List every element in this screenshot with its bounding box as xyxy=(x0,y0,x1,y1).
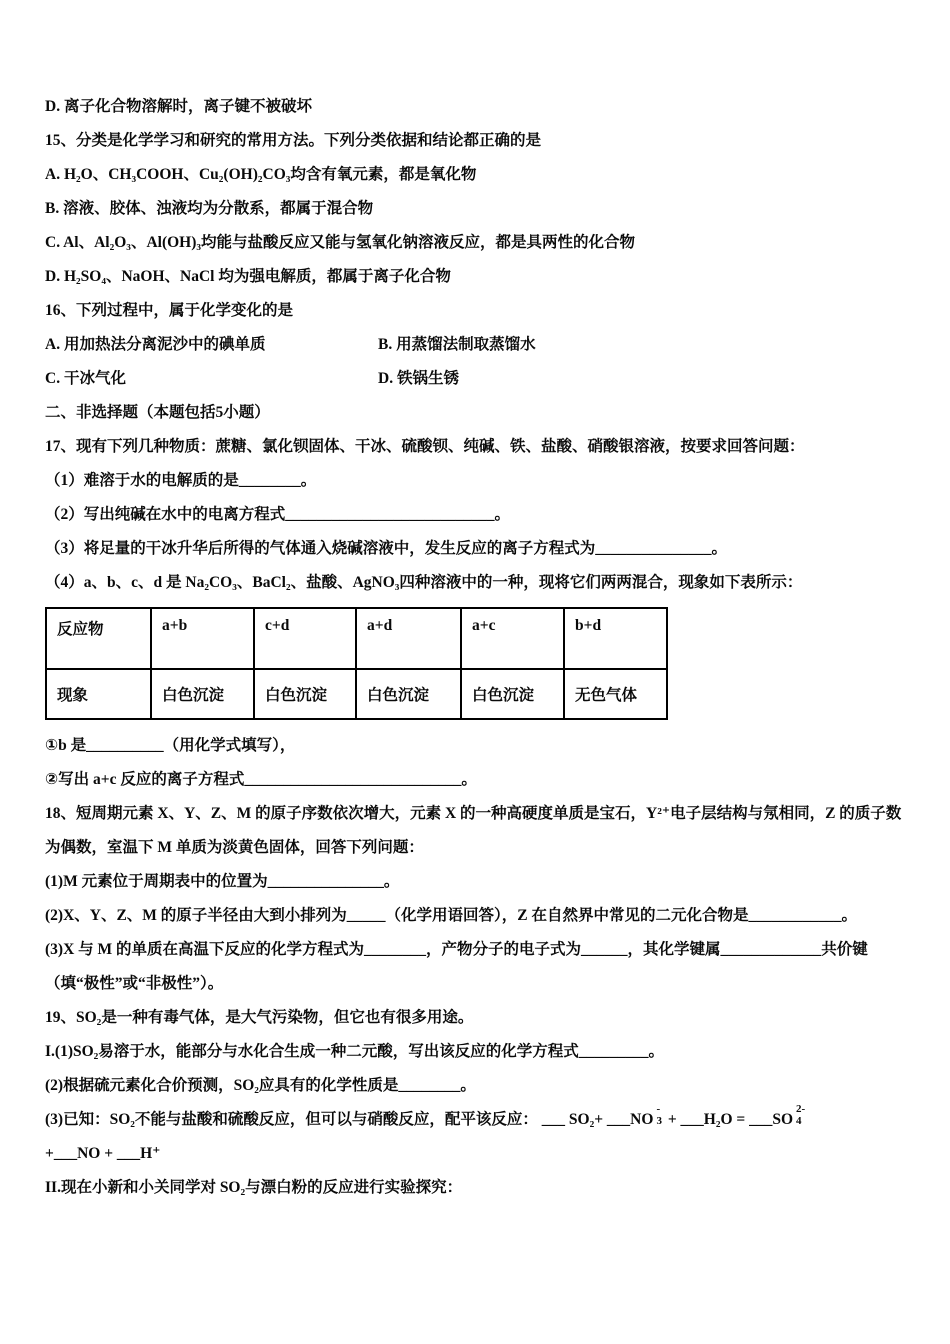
question-18-part-2: (2)X、Y、Z、M 的原子半径由大到小排列为_____（化学用语回答），Z 在自然界中常见的二元化合物是____________。 xyxy=(45,907,858,924)
question-15-stem: 15、分类是化学学习和研究的常用方法。下列分类依据和结论都正确的是 xyxy=(45,132,542,149)
table-cell: b+d xyxy=(564,608,667,669)
question-15-option-d: D. H₂SO₄、NaOH、NaCl 均为强电解质，都属于离子化合物 xyxy=(45,268,451,285)
question-18-part-3: (3)X 与 M 的单质在高温下反应的化学方程式为________，产物分子的电子式为______，其化学键属_____________共价键（填“极性”或“非极性”）。 xyxy=(45,941,868,992)
question-17-part-1: （1）难溶于水的电解质的是________。 xyxy=(45,472,317,489)
question-16-option-b: B. 用蒸馏法制取蒸馏水 xyxy=(378,336,536,353)
table-row-reactants xyxy=(46,608,667,669)
table-cell: c+d xyxy=(254,608,356,669)
section-2-header: 二、非选择题（本题包括5小题） xyxy=(45,404,270,421)
question-19-part-1: I.(1)SO₂易溶于水，能部分与水化合生成一种二元酸，写出该反应的化学方程式_________。 xyxy=(45,1043,665,1060)
question-15-option-b: B. 溶液、胶体、浊液均为分散系，都属于混合物 xyxy=(45,200,374,217)
charge-top: 2- xyxy=(796,1103,806,1115)
question-19-part-3-equation xyxy=(45,1103,912,1137)
question-16-option-c: C. 干冰气化 xyxy=(45,370,126,387)
table-cell: 白色沉淀 xyxy=(254,669,356,719)
nitrate-charge-stack xyxy=(656,1103,662,1127)
question-17-part-2: （2）写出纯碱在水中的电离方程式___________________________。 xyxy=(45,506,511,523)
table-cell: 现象 xyxy=(46,669,151,719)
question-16-stem: 16、下列过程中，属于化学变化的是 xyxy=(45,302,294,319)
question-16-option-d: D. 铁锅生锈 xyxy=(378,370,459,387)
question-19-stem: 19、SO₂是一种有毒气体，是大气污染物，但它也有很多用途。 xyxy=(45,1009,474,1026)
question-17-part-3: （3）将足量的干冰升华后所得的气体通入烧碱溶液中，发生反应的离子方程式为_______________。 xyxy=(45,540,728,557)
question-19-part-2: (2)根据硫元素化合价预测，SO₂应具有的化学性质是________。 xyxy=(45,1077,476,1094)
question-15-option-c: C. Al、Al₂O₃、Al(OH)₃均能与盐酸反应又能与氢氧化钠溶液反应，都是具两性的化合物 xyxy=(45,234,636,251)
table-cell: 白色沉淀 xyxy=(356,669,461,719)
table-row-phenomena xyxy=(46,669,667,719)
question-17-part-6: ②写出 a+c 反应的离子方程式____________________________。 xyxy=(45,771,477,788)
subscript-bottom: 4 xyxy=(796,1115,802,1127)
question-19-part-ii: II.现在小新和小关同学对 SO₂与漂白粉的反应进行实验探究： xyxy=(45,1179,463,1196)
question-16-options-ab xyxy=(45,328,912,362)
table-cell: a+c xyxy=(461,608,564,669)
reaction-phenomena-table xyxy=(45,607,668,720)
table-cell: 反应物 xyxy=(46,608,151,669)
equation-middle: + ___H₂O = ___SO xyxy=(663,1111,794,1128)
question-16-option-a: A. 用加热法分离泥沙中的碘单质 xyxy=(45,336,266,353)
subscript-bottom: 3 xyxy=(656,1115,662,1127)
equation-prefix: (3)已知：SO₂不能与盐酸和硫酸反应，但可以与硝酸反应，配平该反应： ___ SO₂+ ___NO xyxy=(45,1111,654,1128)
question-17-part-5: ①b 是__________（用化学式填写）， xyxy=(45,737,296,754)
table-cell: a+b xyxy=(151,608,254,669)
charge-top: - xyxy=(656,1103,661,1115)
table-cell: a+d xyxy=(356,608,461,669)
table-cell: 无色气体 xyxy=(564,669,667,719)
question-19-part-3-equation-line2: +___NO + ___H⁺ xyxy=(45,1145,161,1162)
question-15-option-a: A. H₂O、CH₃COOH、Cu₂(OH)₂CO₃均含有氧元素，都是氧化物 xyxy=(45,166,477,183)
question-18-stem: 18、短周期元素 X、Y、Z、M 的原子序数依次增大，元素 X 的一种高硬度单质是宝石，Y²⁺电子层结构与氖相同，Z 的质子数为偶数，室温下 M 单质为淡黄色固体，回答下列问题： xyxy=(45,805,902,856)
question-14-option-d: D. 离子化合物溶解时，离子键不被破坏 xyxy=(45,98,312,115)
question-16-options-cd xyxy=(45,362,912,396)
question-18-part-1: (1)M 元素位于周期表中的位置为_______________。 xyxy=(45,873,400,890)
question-17-stem: 17、现有下列几种物质：蔗糖、氯化钡固体、干冰、硫酸钡、纯碱、铁、盐酸、硝酸银溶液，按要求回答问题： xyxy=(45,438,805,455)
sulfate-charge-stack xyxy=(796,1103,805,1127)
table-cell: 白色沉淀 xyxy=(461,669,564,719)
question-17-part-4: （4）a、b、c、d 是 Na₂CO₃、BaCl₂、盐酸、AgNO₃四种溶液中的一种，现将它们两两混合，现象如下表所示： xyxy=(45,574,803,591)
table-cell: 白色沉淀 xyxy=(151,669,254,719)
